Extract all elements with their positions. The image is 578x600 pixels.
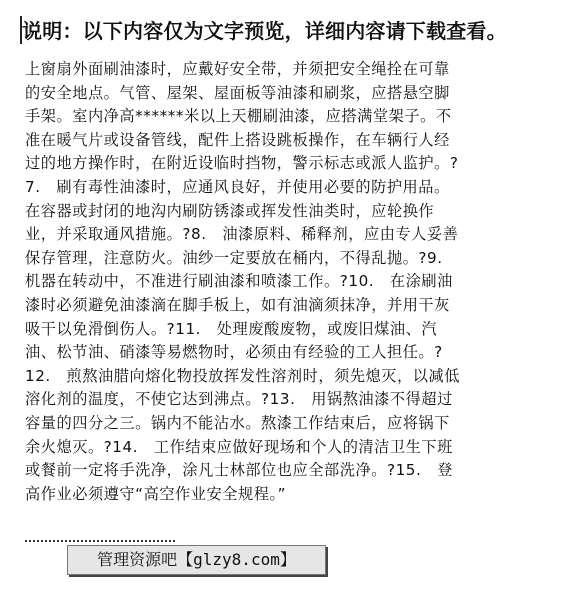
text-line: 在容器或封闭的地沟内刷防锈漆或挥发性油类时，应轮换作: [25, 201, 435, 220]
text-line: 上窗扇外面刷油漆时，应戴好安全带，并须把安全绳拴在可靠: [25, 60, 450, 78]
text-line: 机器在转动中，不准进行刷油漆和喷漆工作。?10. 在涂刷油: [25, 272, 453, 291]
text-line: 溶化剂的温度，不使它达到沸点。?13. 用锅熬油漆不得超过: [25, 390, 453, 409]
text-line: 手架。室内净高******米以上天棚刷油漆，应搭满堂架子。不: [25, 107, 452, 126]
text-line: 余火熄灭。?14. 工作结束应做好现场和个人的清洁卫生下班: [25, 437, 453, 456]
preview-notice: 说明：以下内容仅为文字预览，详细内容请下载查看。: [22, 19, 507, 43]
text-line: 准在暖气片或设备管线，配件上搭设跳板操作，在车辆行人经: [25, 130, 450, 149]
text-line: 容量的四分之三。锅内不能沾水。熬漆工作结束后，应将锅下: [25, 413, 450, 432]
dotted-separator: [25, 534, 175, 542]
text-line: 12. 煎熬油腊向熔化物投放挥发性溶剂时，须先熄灭，以减低: [25, 366, 460, 385]
text-line: 油、松节油、硝漆等易燃物时，必须由有经验的工人担任。?: [25, 343, 443, 362]
text-line: 过的地方操作时，在附近设临时挡物，警示标志或派人监护。?: [25, 154, 459, 173]
text-line: 吸干以免滑倒伤人。?11. 处理废酸废物，或废旧煤油、汽: [25, 319, 438, 338]
text-line: 保存管理，注意防火。油纱一定要放在桶内，不得乱抛。?9.: [25, 248, 443, 267]
text-line: 高作业必须遵守“高空作业安全规程。”: [25, 484, 287, 503]
text-line: 漆时必须避免油漆滴在脚手板上，如有油滴须抹净，并用干灰: [25, 295, 450, 314]
text-line: 或餐前一定将手洗净，涂凡士林部位也应全部洗净。?15. 登: [25, 461, 453, 480]
document-body: [25, 58, 555, 506]
text-line: 业，并采取通风措施。?8. 油漆原料、稀释剂，应由专人妥善: [25, 225, 459, 244]
source-link-button[interactable]: 管理资源吧【glzy8.com】: [67, 545, 326, 575]
text-line: 7. 刷有毒性油漆时，应通风良好，并使用必要的防护用品。: [25, 177, 450, 196]
text-line: 的安全地点。气管、屋架、屋面板等油漆和刷浆，应搭悬空脚: [25, 83, 450, 102]
